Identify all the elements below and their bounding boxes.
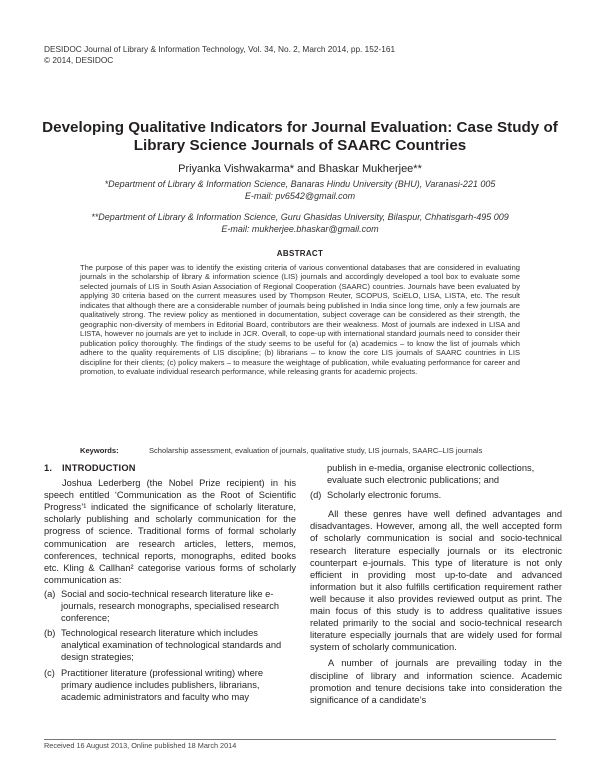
section-title: INTRODUCTION (62, 463, 136, 473)
copyright-notice: © 2014, DESIDOC (44, 55, 114, 65)
abstract-text: The purpose of this paper was to identify the existing criteria of various conventional databases that are considered in evaluating journals in the scholarship of library & information science (LIS) journals and accordingly developed a tool box to evaluate some selected journals of LIS in South Asian Association of Regional Cooperation (SAARC) countries. Journals have been evaluated by applying 30 criteria based on the current measures used by Thompson Reuter, SCOPUS, SciELO, LISA, LISTA, etc. The result indicates that although there are a considerable number of journals being published in India since long time, only a few journals are qualitatively strong. The review policy as mentioned in documentation, subject coverage can be considered as their strength, the geographic non-diversity of members in Editorial Board, contributors are their weakness. Most of journals are indexed in LISA and LISTA, however no journals are yet to include in JCR. Overall, to cope-up with international standard journals need to consider their publication policy thoroughly. The findings of the study seems to be useful for (a) academics – to know the list of journals which adhere to the quality requirements of LIS discipline; (b) librarians – to know the core LIS journals of SAARC countries in LIS discipline for their clients; (c) policy makers – to measure the weightage of publication, while evaluating performance for career and promotion, to evaluate individual research performance, while releasing grants for academic projects. (80, 263, 520, 376)
right-column (310, 462, 562, 706)
left-column (44, 462, 296, 706)
affiliation-1-dept: *Department of Library & Information Science, Banaras Hindu University (BHU), Varanasi-221 005 (104, 179, 496, 189)
footer-rule (44, 739, 556, 740)
received-date-note: Received 16 August 2013, Online published 18 March 2014 (44, 741, 237, 750)
list-item-d (310, 489, 562, 501)
list-item-b (44, 627, 296, 663)
list-marker: (a) (44, 588, 56, 599)
list-item-c (44, 667, 296, 703)
affiliation-2-email: E-mail: mukherjee.bhaskar@gmail.com (221, 223, 379, 234)
list-text: Social and socio-technical research literature like e-journals, research monographs, specialised research conference; (61, 588, 280, 624)
paper-title: Developing Qualitative Indicators for Journal Evaluation: Case Study of Library Science Journals of SAARC Countries (42, 119, 558, 154)
abstract-heading: ABSTRACT (276, 249, 324, 258)
author-names: Priyanka Vishwakarma* and Bhaskar Mukherjee** (178, 163, 422, 175)
affiliation-1 (40, 179, 560, 202)
list-marker: (d) (310, 490, 322, 501)
list-text: Technological research literature which includes analytical examination of technological standards and design strategies; (61, 628, 282, 663)
intro-paragraph-1: Joshua Lederberg (the Nobel Prize recipient) in his speech entitled ‘Communication as the Root of Scientific Progress’¹ indicated the significance of scholarly literature, scholarly publishing and scholarly communication for the progress of science. Traditional forms of formal scholarly communication are research articles, letters, memos, conferences, technical reports, monographs, edited books etc. Kling & Callhan² categorise various forms of scholarly communication as: (44, 478, 296, 585)
list-marker: (b) (44, 628, 56, 639)
list-item-c-continued: publish in e-media, organise electronic collections, evaluate such electronic publications; and (327, 463, 535, 486)
journal-citation: DESIDOC Journal of Library & Information Technology, Vol. 34, No. 2, March 2014, pp. 152-161 (44, 44, 396, 54)
list-item-a (44, 588, 296, 624)
intro-paragraph-3: A number of journals are prevailing today in the discipline of library and information science. Academic promotion and tenure decisions take into consideration the significance of a candidate’s (310, 658, 562, 705)
list-text: Practitioner literature (professional writing) where primary audience includes publishers, librarians, academic administrators and faculty who may (61, 667, 264, 702)
section-number: 1. (44, 463, 53, 473)
section-heading-introduction (44, 462, 296, 474)
journal-header (44, 44, 395, 66)
keywords-text: Scholarship assessment, evaluation of journals, qualitative study, LIS journals, SAARC–LIS journals (149, 446, 483, 455)
affiliation-2 (40, 212, 560, 235)
keywords-label: Keywords: (80, 446, 119, 455)
affiliation-1-email: E-mail: pv6542@gmail.com (244, 190, 356, 201)
list-text: Scholarly electronic forums. (327, 490, 442, 501)
intro-paragraph-2: All these genres have well defined advantages and disadvantages. However, among all, the well accepted form of scholarly communication is social and socio-technical research literature especially journals or its electronic counterpart e-journals. This type of literature is not only efficient in providing most up-to-date and advanced information but it also fulfills certification requirement rather well because it also provides reviewed output as print. The main focus of this study is to address qualitative issues related primarily to the social and socio-technical research literature especially journals that are widely used for formal system of scholarly communication. (310, 509, 562, 653)
list-marker: (c) (44, 667, 55, 678)
affiliation-2-dept: **Department of Library & Information Science, Guru Ghasidas University, Bilaspur, Chhatisgarh-495 009 (91, 212, 509, 222)
